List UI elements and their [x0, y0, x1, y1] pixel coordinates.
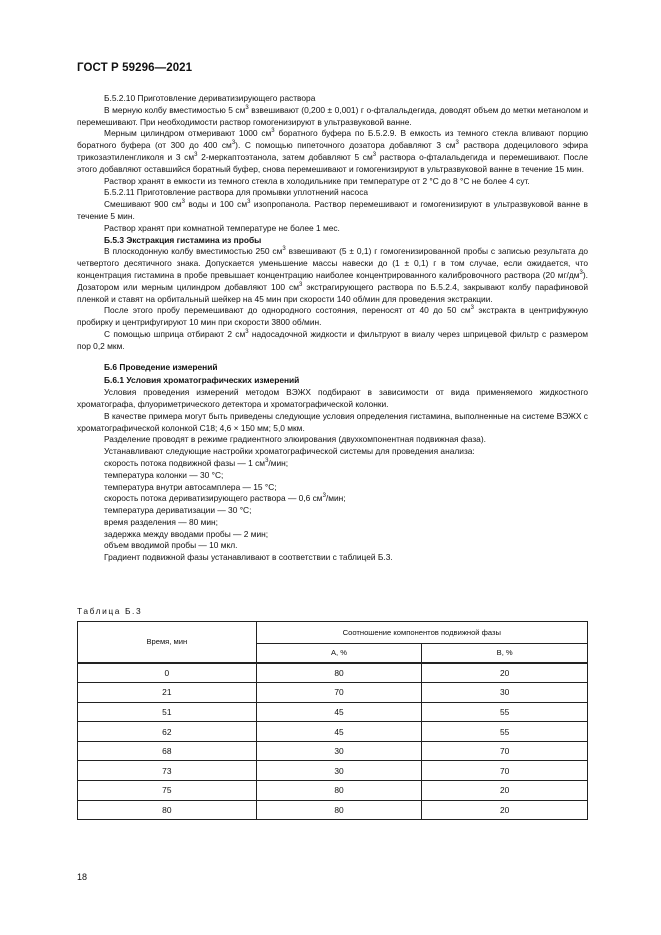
paragraph: В плоскодонную колбу вместимостью 250 $см^3$ взвешивают (5 ± 0,1) г гомогенизированной пробы с записью результата до четвертого десятичного знака. Допускается уменьшение массы навески до (1 ± 0,1) г в том случае, если ожидается, что концентрация гистамина в пробе превышает концентрацию наиболее концентрированного калибровочного раствора (20 $мг/дм^3$). Дозатором или мерным цилиндром добавляют 100 $см^3$ экстрагирующего раствора по Б.5.2.4, закрывают колбу парафиновой пленкой и ставят на орбитальный шейкер на 45 мин при скорости 140 об/мин для проведения экстракции.	[77, 246, 589, 304]
paragraph: Разделение проводят в режиме градиентного элюирования (двухкомпонентная подвижная фаза).	[104, 434, 486, 445]
document-header: ГОСТ Р 59296—2021	[77, 62, 193, 74]
table-row: 51 45 55	[78, 702, 588, 722]
paragraph: После этого пробу перемешивают до однородного состояния, переносят от 40 до 50 $см^3$ экстракта в центрифужную пробирку и центрифугируют 10 мин при скорости 3800 об/мин.	[77, 305, 588, 328]
section-heading-b61: Б.6.1 Условия хроматографических измерений	[104, 375, 300, 386]
table-row: 75 80 20	[78, 781, 588, 801]
list-item: температура дериватизации — 30 °С;	[104, 505, 252, 516]
paragraph: Раствор хранят в емкости из темного стекла в холодильнике при температуре от 2 °С до 8 °С не более 4 сут.	[104, 175, 530, 186]
table-row: 0 80 20	[78, 663, 588, 683]
column-header-group: Соотношение компонентов подвижной фазы	[256, 622, 587, 644]
paragraph: Условия проведения измерений методом ВЭЖХ подбирают в зависимости от вида применяемого жидкостного хроматографа, флуориметрического детектора и хроматографической колонки.	[77, 387, 588, 409]
list-item: время разделения — 80 мин;	[104, 516, 218, 527]
column-header-time: Время, мин	[78, 622, 257, 663]
table-row: 21 70 30	[78, 683, 588, 703]
list-item: температура внутри автосамплера — 15 °С;	[104, 481, 277, 492]
page-number: 18	[77, 872, 88, 882]
table-row: 80 80 20	[78, 800, 588, 820]
paragraph: В мерную колбу вместимостью 5 $см^3$ взвешивают (0,200 ± 0,001) г о-фталальдегида, доводят объем до метки метанолом и перемешивают. При необходимости раствор гомогенизируют в ультразвуковой ванне.	[77, 104, 589, 127]
list-item: задержка между вводами пробы — 2 мин;	[104, 528, 269, 539]
table-caption: Таблица Б.3	[77, 606, 143, 616]
paragraph: Раствор хранят при комнатной температуре не более 1 мес.	[104, 222, 340, 233]
column-header-b: В, %	[422, 644, 588, 663]
section-heading-b53: Б.5.3 Экстракция гистамина из пробы	[104, 234, 262, 245]
table-row: 68 30 70	[78, 741, 588, 761]
paragraph: С помощью шприца отбирают 2 $см^3$ надосадочной жидкости и фильтруют в виалу через шприцевой фильтр с размером пор 0,2 мкм.	[77, 328, 588, 351]
list-item: скорость потока дериватизирующего раствора — 0,6 $см^3$/мин;	[104, 493, 346, 504]
paragraph: В качестве примера могут быть приведены следующие условия определения гистамина, выполненные на системе ВЭЖХ с хроматографической колонкой С18; 4,6 × 150 мм; 5,0 мкм.	[77, 410, 588, 433]
document-body	[77, 93, 588, 564]
column-header-a: А, %	[256, 644, 422, 663]
list-item: объем вводимой пробы — 10 мкл.	[104, 540, 238, 551]
section-heading-b5211: Б.5.2.11 Приготовление раствора для промывки уплотнений насоса	[104, 187, 369, 198]
list-item: скорость потока подвижной фазы — 1 $см^3$/мин;	[104, 457, 289, 468]
paragraph: Градиент подвижной фазы устанавливают в соответствии с таблицей Б.3.	[104, 552, 393, 563]
paragraph: Мерным цилиндром отмеривают 1000 $см^3$ боратного буфера по Б.5.2.9. В емкость из темного стекла вливают порцию боратного буфера (от 300 до 400 $см^3$). С помощью пипеточного дозатора добавляют 3 $см^3$ раствора додецилового эфира трикозаэтиленгликоля и 3 $см^3$ 2-меркаптоэтанола, затем добавляют 5 $см^3$ раствора о-фталальдегида и перемешивают. После этого добавляют оставшийся боратный буфер, снова перемешивают и гомогенизируют в ультразвуковой ванне в течение 15 мин.	[77, 128, 589, 174]
section-heading-b6: Б.6 Проведение измерений	[104, 361, 218, 372]
gradient-table	[77, 621, 588, 820]
section-heading-b5210: Б.5.2.10 Приготовление дериватизирующего раствора	[104, 93, 316, 103]
list-item: температура колонки — 30 °С;	[104, 469, 224, 480]
table-row: 73 30 70	[78, 761, 588, 781]
paragraph: Смешивают 900 $см^3$ воды и 100 $см^3$ изопропанола. Раствор перемешивают и гомогенизируют в ультразвуковой ванне в течение 5 мин.	[77, 199, 588, 221]
paragraph: Устанавливают следующие настройки хроматографической системы для проведения анализа:	[104, 446, 475, 457]
table-row: 62 45 55	[78, 722, 588, 742]
